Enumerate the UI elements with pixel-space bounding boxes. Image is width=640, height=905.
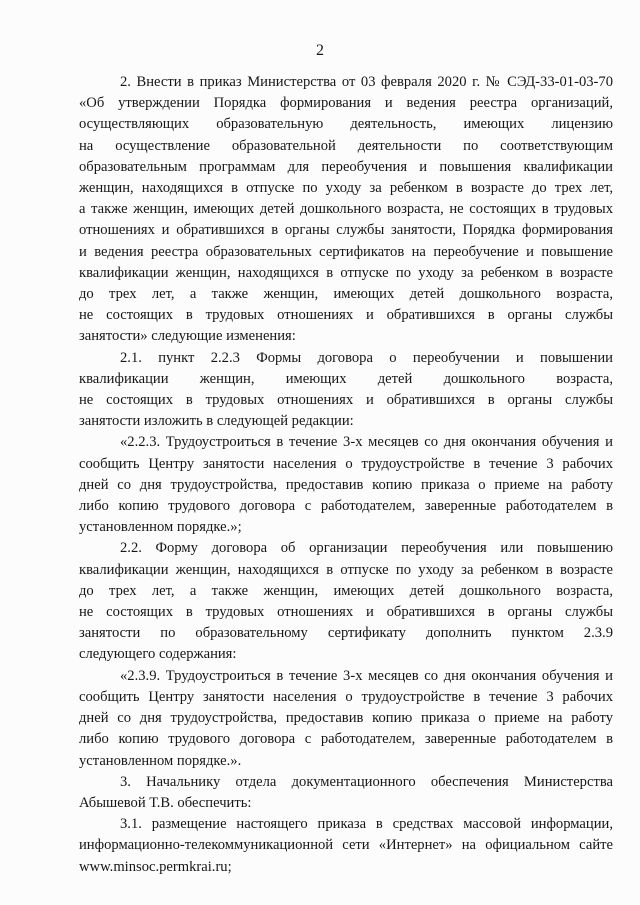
text-line: дней со дня трудоустройства, предоставив копию приказа о приеме на работу [79, 710, 613, 727]
text-line: следующего содержания: [79, 646, 237, 663]
text-line: квалификации женщин, находящихся в отпуске по уходу за ребенком в возрасте [79, 561, 613, 578]
text-line: «Об утверждении Порядка формирования и ведения реестра организаций, [79, 95, 613, 112]
text-line: 2.1. пункт 2.2.3 Формы договора о переобучении и повышении [120, 349, 613, 366]
text-line: а также женщин, имеющих детей дошкольного возраста, не состоящих в трудовых [79, 201, 613, 218]
text-line: квалификации женщин, имеющих детей дошкольного возраста, [79, 370, 613, 387]
text-line: не состоящих в трудовых отношениях и обратившихся в органы службы [79, 392, 613, 409]
text-line: установленном порядке.». [79, 752, 242, 769]
text-line: «2.2.3. Трудоустроиться в течение 3-х месяцев со дня окончания обучения и [120, 434, 613, 451]
document-body [79, 72, 613, 878]
text-line: отношениях и обратившихся в органы службы занятости, Порядка формирования [79, 222, 613, 239]
text-line: сообщить Центру занятости населения о трудоустройстве в течение 3 рабочих [79, 688, 613, 705]
text-line: либо копию трудового договора с работодателем, заверенные работодателем в [79, 498, 613, 515]
text-line: сообщить Центру занятости населения о трудоустройстве в течение 3 рабочих [79, 455, 613, 472]
text-line: не состоящих в трудовых отношениях и обратившихся в органы службы [79, 604, 613, 621]
text-line: занятости» следующие изменения: [79, 328, 296, 345]
text-line: 2. Внести в приказ Министерства от 03 февраля 2020 г. № СЭД-33-01-03-70 [120, 74, 613, 90]
text-line: Абышевой Т.В. обеспечить: [79, 794, 252, 811]
text-line: установленном порядке.»; [79, 519, 242, 536]
text-line: «2.3.9. Трудоустроиться в течение 3-х месяцев со дня окончания обучения и [120, 667, 613, 684]
text-line: до трех лет, а также женщин, имеющих детей дошкольного возраста, [79, 582, 613, 599]
text-line: на осуществление образовательной деятельности по соответствующим [79, 137, 613, 154]
text-line: 3.1. размещение настоящего приказа в средствах массовой информации, [120, 816, 613, 833]
paragraph-p2-2-quote [79, 666, 613, 772]
paragraph-p2 [79, 72, 613, 348]
text-line: до трех лет, а также женщин, имеющих детей дошкольного возраста, [79, 286, 613, 303]
paragraph-p3 [79, 772, 613, 814]
text-line: www.minsoc.permkrai.ru; [79, 858, 232, 875]
text-line: либо копию трудового договора с работодателем, заверенные работодателем в [79, 731, 613, 748]
paragraph-p2-1-quote [79, 432, 613, 538]
paragraph-p2-1 [79, 348, 613, 433]
text-line: женщин, находящихся в отпуске по уходу за ребенком в возрасте до трех лет, [79, 180, 613, 197]
text-line: 3. Начальнику отдела документационного обеспечения Министерства [120, 773, 613, 790]
text-line: осуществляющих образовательную деятельность, имеющих лицензию [79, 116, 613, 133]
page-number: 2 [316, 42, 324, 59]
text-line: и ведения реестра образовательных сертификатов на переобучение и повышение [79, 243, 613, 260]
text-line: квалификации женщин, находящихся в отпуске по уходу за ребенком в возрасте [79, 264, 613, 281]
text-line: дней со дня трудоустройства, предоставив копию приказа о приеме на работу [79, 476, 613, 493]
text-line: занятости изложить в следующей редакции: [79, 413, 354, 430]
paragraph-p2-2 [79, 538, 613, 665]
paragraph-p3-1 [79, 814, 613, 878]
text-line: не состоящих в трудовых отношениях и обратившихся в органы службы [79, 307, 613, 324]
text-line: образовательным программам для переобучения и повышения квалификации [79, 158, 613, 175]
text-line: занятости по образовательному сертификату дополнить пунктом 2.3.9 [79, 625, 613, 642]
text-line: информационно-телекоммуникационной сети «Интернет» на официальном сайте [79, 837, 613, 854]
text-line: 2.2. Форму договора об организации переобучения или повышению [120, 540, 613, 557]
